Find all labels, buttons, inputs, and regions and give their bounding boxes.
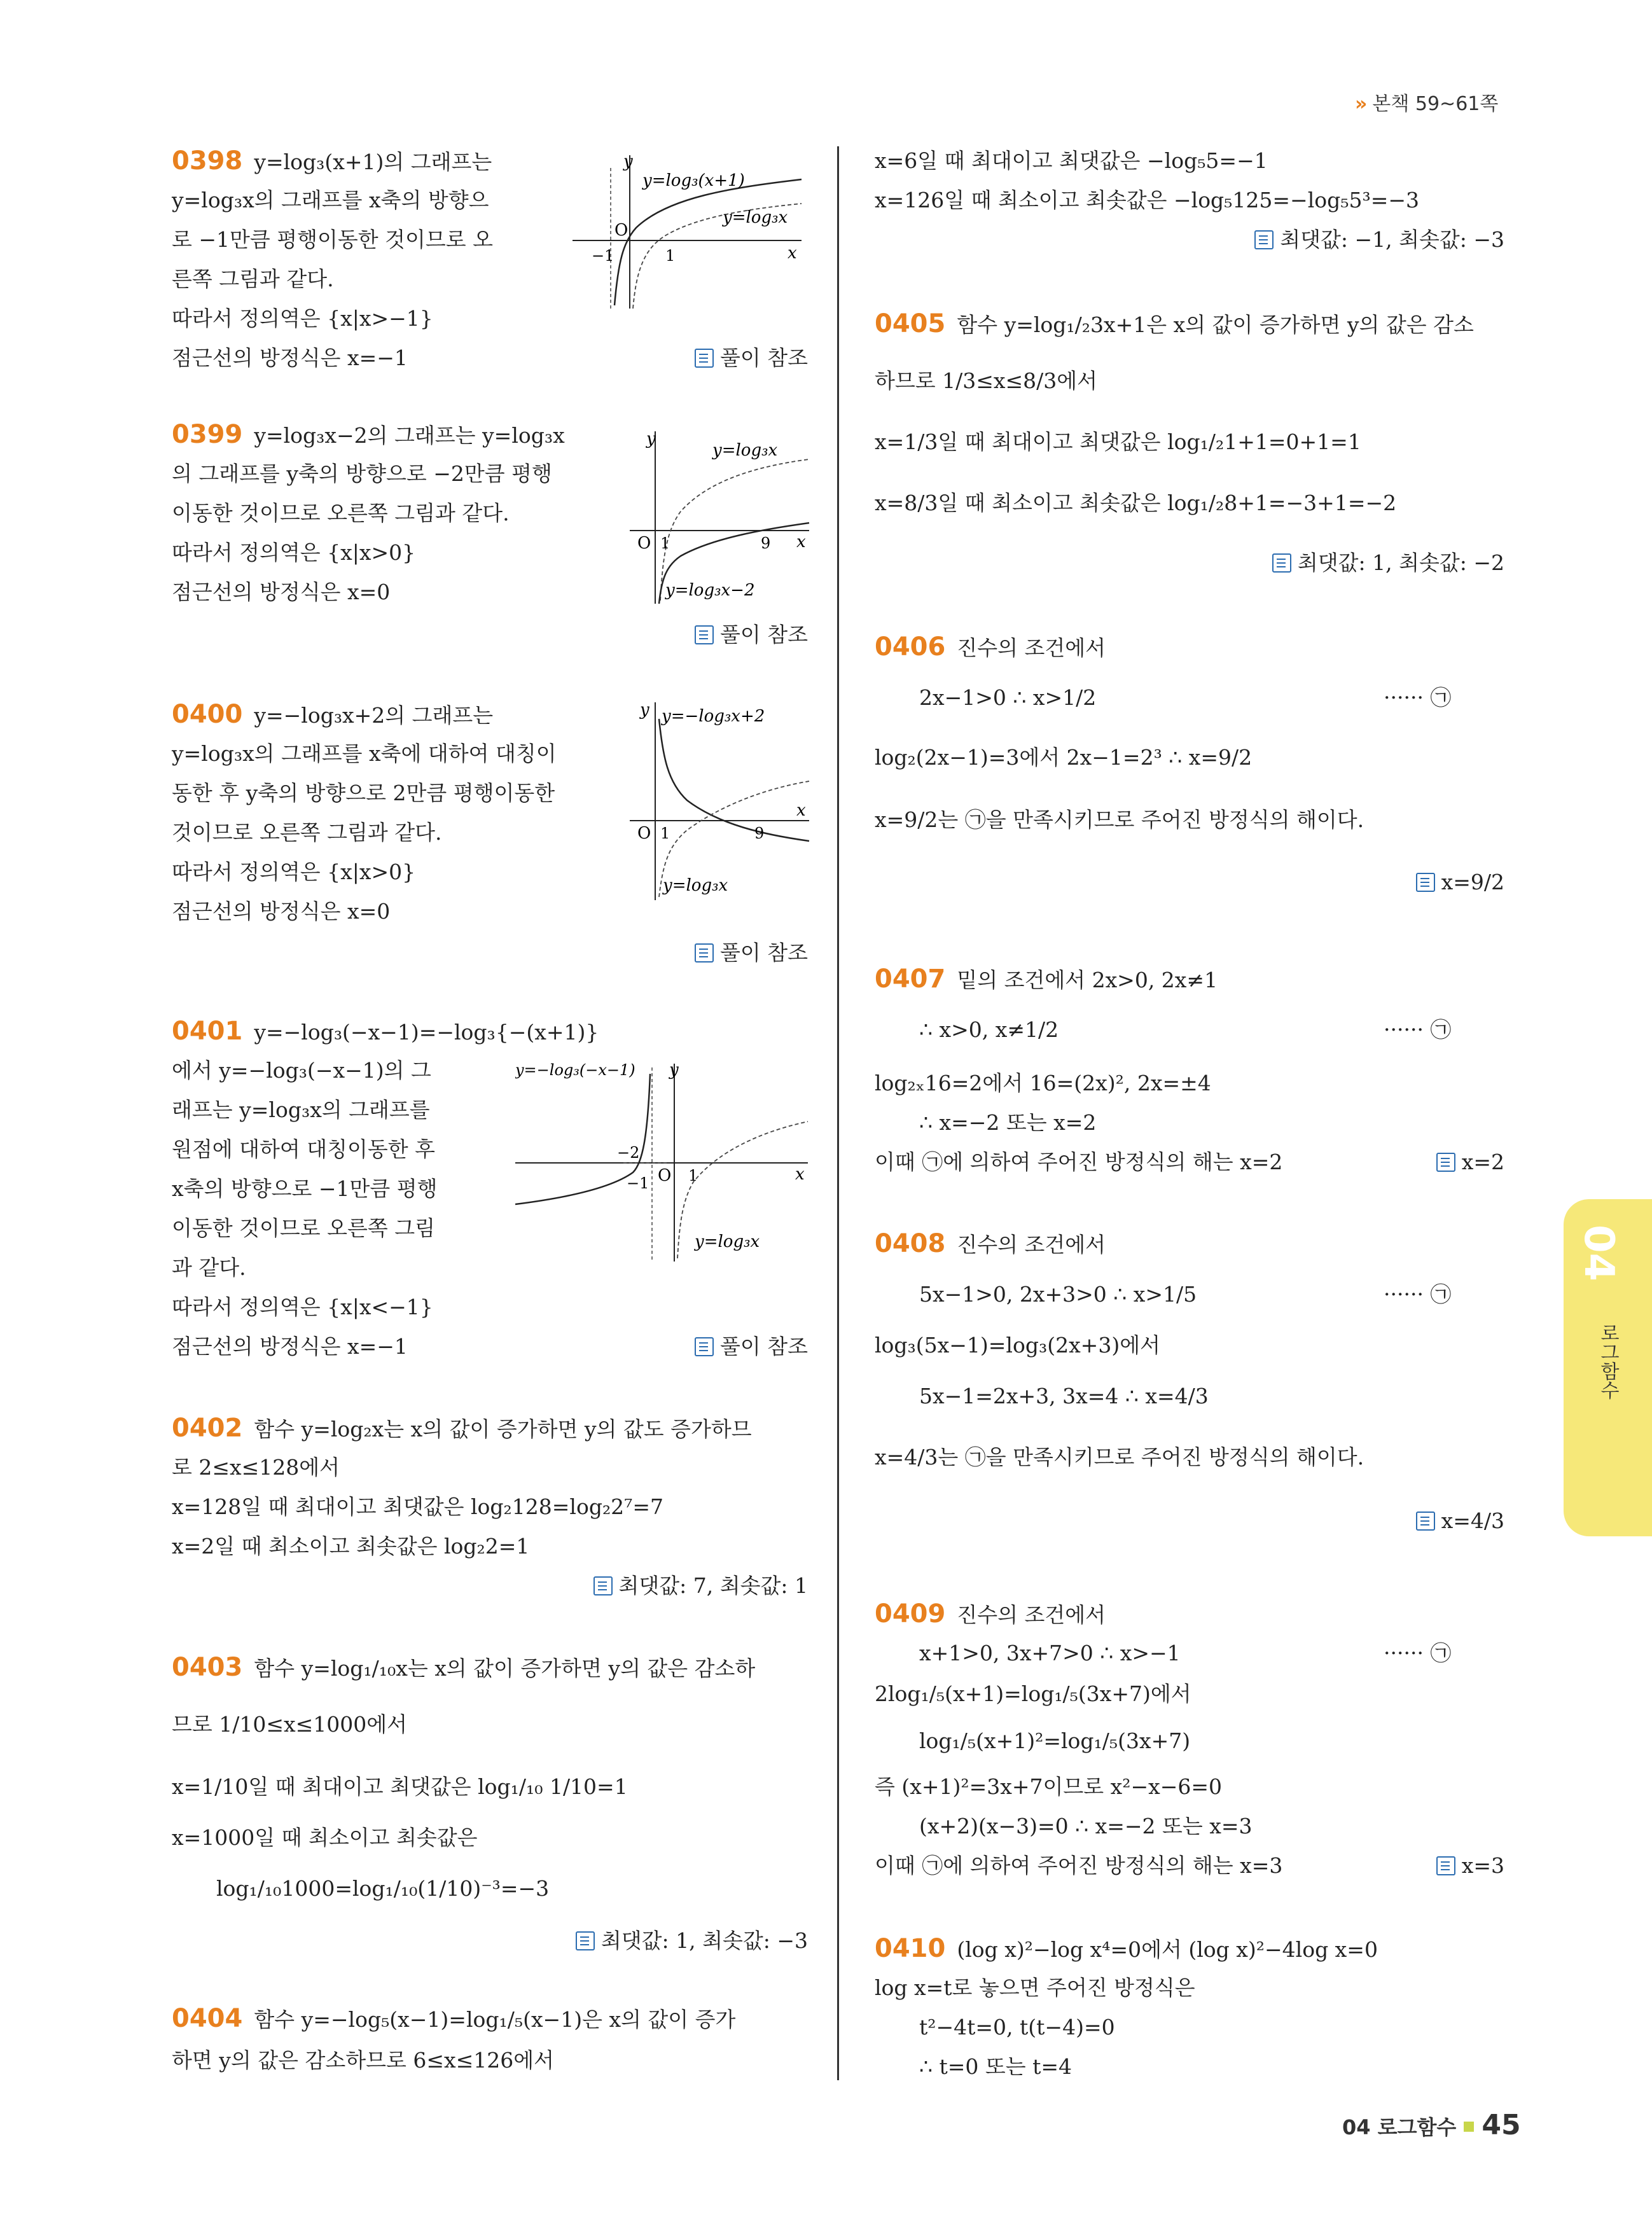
solution-line: 5x−1=2x+3, 3x=4 ∴ x=4/3 (919, 1384, 1209, 1408)
solution-line: 함수 y=−log₅(x−1)=log₁/₅(x−1)은 x의 값이 증가 (254, 2007, 736, 2032)
solution-line: y=−log₃(−x−1)=−log₃{−(x+1)} (254, 1020, 599, 1045)
origin-label: O (637, 824, 651, 843)
problem-number: 0403 (172, 1653, 243, 1682)
solution-line: 동한 후 y축의 방향으로 2만큼 평행이동한 (172, 781, 555, 805)
answer-box (1254, 225, 1504, 254)
answer-icon (593, 1576, 613, 1595)
solution-line: x=8/3일 때 최소이고 최솟값은 log₁/₂8+1=−3+1=−2 (875, 490, 1397, 515)
problem-number: 0400 (172, 700, 243, 729)
solution-line: 원점에 대하여 대칭이동한 후 (172, 1137, 436, 1162)
solution-line: x=4/3는 ㉠을 만족시키므로 주어진 방정식의 해이다. (875, 1445, 1364, 1470)
axis-label-y: y (623, 153, 633, 171)
solution-line: 과 같다. (172, 1255, 246, 1280)
axis-label-y: y (646, 429, 656, 448)
answer-text: 최댓값: 1, 최솟값: −2 (1297, 550, 1504, 575)
answer-box (576, 1926, 808, 1956)
problem-number: 0402 (172, 1414, 243, 1443)
solution-line: 로 −1만큼 평행이동한 것이므로 오 (172, 227, 494, 252)
axis-label-x: x (788, 244, 797, 263)
equation-marker: ······ ㉠ (1384, 1017, 1452, 1042)
solution-line: y=log₃x의 그래프를 x축에 대하여 대칭이 (172, 741, 557, 766)
solution-line: x+1>0, 3x+7>0 ∴ x>−1 (919, 1641, 1181, 1665)
solution-line: 함수 y=log₁/₁₀x는 x의 값이 증가하면 y의 값은 감소하 (254, 1656, 756, 1681)
axis-label-x: x (795, 1165, 805, 1184)
page-number: 45 (1482, 2109, 1521, 2141)
solution-line: x축의 방향으로 −1만큼 평행 (172, 1176, 438, 1201)
solution-line: y=log₃x−2의 그래프는 y=log₃x (254, 423, 565, 448)
graph-0399 (630, 429, 814, 607)
solution-line: 2log₁/₅(x+1)=log₁/₅(3x+7)에서 (875, 1681, 1191, 1706)
curve-label: y=−log₃x+2 (662, 707, 765, 726)
solution-line: x=126일 때 최소이고 최솟값은 −log₅125=−log₅5³=−3 (875, 188, 1419, 212)
solution-line: y=log₃x의 그래프를 x축의 방향으 (172, 188, 489, 212)
answer-icon (695, 349, 714, 368)
answer-icon (1436, 1856, 1455, 1875)
problem-number: 0407 (875, 964, 946, 994)
solution-line: x=128일 때 최대이고 최댓값은 log₂128=log₂2⁷=7 (172, 1494, 664, 1519)
solution-line: y=−log₃x+2의 그래프는 (254, 703, 494, 728)
solution-line: log₂ₓ16=2에서 16=(2x)², 2x=±4 (875, 1071, 1211, 1095)
solution-line: 2x−1>0 ∴ x>1/2 (919, 685, 1097, 710)
footer-chapter: 04 로그함수 (1342, 2115, 1457, 2139)
answer-icon (1254, 230, 1274, 249)
solution-line: 의 그래프를 y축의 방향으로 −2만큼 평행 (172, 461, 552, 486)
answer-text: x=2 (1461, 1150, 1504, 1174)
answer-box (1436, 1148, 1504, 1177)
solution-line: 이동한 것이므로 오른쪽 그림 (172, 1216, 436, 1241)
answer-box (695, 344, 808, 373)
solution-line: 점근선의 방정식은 x=−1 (172, 1334, 408, 1359)
solution-line: log x=t로 놓으면 주어진 방정식은 (875, 1975, 1195, 2000)
answer-icon (1416, 873, 1435, 892)
answer-text: 풀이 참조 (719, 622, 808, 647)
problem-number: 0409 (875, 1599, 946, 1629)
solution-line: 것이므로 오른쪽 그림과 같다. (172, 820, 442, 845)
equation-marker: ······ ㉠ (1384, 1641, 1452, 1665)
solution-line: (x+2)(x−3)=0 ∴ x=−2 또는 x=3 (919, 1814, 1253, 1838)
answer-icon (1272, 553, 1291, 573)
solution-line: 함수 y=log₁/₂3x+1은 x의 값이 증가하면 y의 값은 감소 (957, 312, 1474, 337)
origin-label: O (614, 221, 628, 240)
problem-number: 0401 (172, 1017, 243, 1046)
solution-line: log₁/₅(x+1)²=log₁/₅(3x+7) (919, 1728, 1191, 1753)
problem-number: 0404 (172, 2004, 243, 2033)
solution-line: 5x−1>0, 2x+3>0 ∴ x>1/5 (919, 1282, 1197, 1307)
answer-text: 최댓값: −1, 최솟값: −3 (1280, 227, 1504, 252)
solution-line: ∴ x=−2 또는 x=2 (919, 1110, 1097, 1135)
curve-label: y=log₃x (695, 1232, 760, 1251)
answer-box (1416, 1506, 1504, 1536)
curve-label: y=log₃(x+1) (642, 171, 745, 190)
chapter-tab-number: 04 (1575, 1225, 1622, 1282)
curve-label: y=log₃x (712, 441, 778, 460)
solution-line: 따라서 정의역은 {x|x<−1} (172, 1295, 433, 1319)
answer-text: 최댓값: 1, 최솟값: −3 (600, 1928, 808, 1953)
axis-label-x: x (796, 801, 806, 820)
solution-line: 진수의 조건에서 (957, 636, 1106, 660)
curve-label: y=log₃x−2 (665, 581, 755, 600)
answer-icon (695, 625, 714, 644)
solution-line: 이때 ㉠에 의하여 주어진 방정식의 해는 x=2 (875, 1150, 1283, 1174)
solution-line: x=6일 때 최대이고 최댓값은 −log₅5=−1 (875, 148, 1268, 173)
answer-icon (695, 943, 714, 963)
origin-label: O (637, 534, 651, 553)
answer-text: x=3 (1461, 1853, 1504, 1878)
page-footer (1342, 2109, 1521, 2141)
answer-box (1436, 1851, 1504, 1880)
page-reference-header (1355, 88, 1498, 116)
solution-line: t²−4t=0, t(t−4)=0 (919, 2015, 1115, 2040)
origin-label: O (658, 1166, 672, 1185)
solution-line: (log x)²−log x⁴=0에서 (log x)²−4log x=0 (957, 1937, 1378, 1962)
solution-line: 따라서 정의역은 {x|x>0} (172, 859, 416, 884)
solution-line: ∴ t=0 또는 t=4 (919, 2054, 1072, 2079)
tick-label: −1 (592, 247, 614, 265)
solution-line: 점근선의 방정식은 x=0 (172, 580, 391, 604)
answer-text: 풀이 참조 (719, 345, 808, 370)
page-reference-text: 본책 59~61쪽 (1372, 93, 1499, 115)
answer-icon (576, 1931, 595, 1950)
answer-text: 최댓값: 7, 최솟값: 1 (618, 1573, 808, 1598)
tick-label: 9 (761, 534, 771, 552)
solution-line: 밑의 조건에서 2x>0, 2x≠1 (957, 968, 1218, 992)
answer-box (593, 1571, 808, 1601)
chapter-tab-label: 로그함수 (1597, 1323, 1619, 1400)
answer-text: 풀이 참조 (719, 940, 808, 965)
solution-line: ∴ x>0, x≠1/2 (919, 1017, 1059, 1042)
tick-label: 9 (754, 824, 765, 842)
solution-line: x=2일 때 최소이고 최솟값은 log₂2=1 (172, 1534, 530, 1559)
answer-box (695, 938, 808, 968)
answer-icon (695, 1337, 714, 1356)
solution-line: 따라서 정의역은 {x|x>0} (172, 540, 416, 565)
axis-label-y: y (640, 700, 649, 719)
answer-box (695, 1332, 808, 1361)
problem-number: 0406 (875, 632, 946, 662)
problem-number: 0405 (875, 309, 946, 338)
solution-line: 른쪽 그림과 같다. (172, 267, 334, 291)
solution-line: 진수의 조건에서 (957, 1602, 1106, 1627)
solution-line: log₁/₁₀1000=log₁/₁₀(1/10)⁻³=−3 (216, 1876, 550, 1901)
solution-line: 즉 (x+1)²=3x+7이므로 x²−x−6=0 (875, 1774, 1223, 1799)
solution-line: x=1000일 때 최소이고 최솟값은 (172, 1825, 478, 1850)
answer-box (1272, 548, 1504, 578)
graph-0401 (515, 1061, 814, 1265)
double-chevron-icon: » (1355, 93, 1368, 115)
answer-box (695, 620, 808, 650)
tick-label: 1 (665, 247, 676, 265)
solution-line: x=1/10일 때 최대이고 최댓값은 log₁/₁₀ 1/10=1 (172, 1774, 628, 1799)
tick-label: 1 (660, 824, 670, 842)
solution-line: 이동한 것이므로 오른쪽 그림과 같다. (172, 501, 510, 525)
problem-number: 0408 (875, 1229, 946, 1258)
equation-marker: ······ ㉠ (1384, 685, 1452, 710)
solution-line: log₃(5x−1)=log₃(2x+3)에서 (875, 1333, 1160, 1358)
column-divider (837, 146, 839, 2080)
solution-line: 하므로 1/3≤x≤8/3에서 (875, 368, 1098, 393)
graph-0398 (573, 153, 808, 312)
tick-label: 1 (660, 534, 670, 552)
curve-label: y=log₃x (723, 208, 788, 227)
solution-line: log₂(2x−1)=3에서 2x−1=2³ ∴ x=9/2 (875, 745, 1253, 770)
problem-number: 0399 (172, 420, 243, 449)
solution-line: 점근선의 방정식은 x=−1 (172, 345, 408, 370)
solution-line: x=1/3일 때 최대이고 최댓값은 log₁/₂1+1=0+1=1 (875, 429, 1361, 454)
tick-label: 1 (688, 1167, 698, 1185)
solution-line: 에서 y=−log₃(−x−1)의 그 (172, 1058, 431, 1083)
curve-label: y=−log₃(−x−1) (515, 1061, 635, 1079)
answer-text: x=9/2 (1441, 870, 1504, 894)
solution-line: y=log₃(x+1)의 그래프는 (254, 149, 492, 174)
solution-line: 이때 ㉠에 의하여 주어진 방정식의 해는 x=3 (875, 1853, 1283, 1878)
graph-0400 (630, 700, 814, 903)
answer-text: x=4/3 (1441, 1508, 1504, 1533)
axis-label-x: x (796, 532, 806, 552)
solution-line: x=9/2는 ㉠을 만족시키므로 주어진 방정식의 해이다. (875, 807, 1364, 832)
problem-number: 0410 (875, 1934, 946, 1963)
answer-icon (1436, 1153, 1455, 1172)
answer-text: 풀이 참조 (719, 1334, 808, 1359)
equation-marker: ······ ㉠ (1384, 1282, 1452, 1307)
solution-line: 점근선의 방정식은 x=0 (172, 899, 391, 924)
tick-label: −2 (617, 1144, 640, 1162)
square-bullet-icon (1464, 2122, 1474, 2132)
solution-line: 므로 1/10≤x≤1000에서 (172, 1712, 408, 1737)
answer-box (1416, 868, 1504, 897)
answer-icon (1416, 1512, 1435, 1531)
axis-label-y: y (669, 1061, 679, 1080)
tick-label: −1 (627, 1174, 649, 1192)
curve-label: y=log₃x (663, 876, 728, 895)
solution-line: 로 2≤x≤128에서 (172, 1455, 340, 1480)
solution-line: 하면 y의 값은 감소하므로 6≤x≤126에서 (172, 2048, 555, 2073)
problem-number: 0398 (172, 146, 243, 176)
solution-line: 따라서 정의역은 {x|x>−1} (172, 306, 433, 331)
solution-line: 함수 y=log₂x는 x의 값이 증가하면 y의 값도 증가하므 (254, 1417, 752, 1442)
solution-line: 래프는 y=log₃x의 그래프를 (172, 1097, 430, 1122)
solution-line: 진수의 조건에서 (957, 1232, 1106, 1257)
